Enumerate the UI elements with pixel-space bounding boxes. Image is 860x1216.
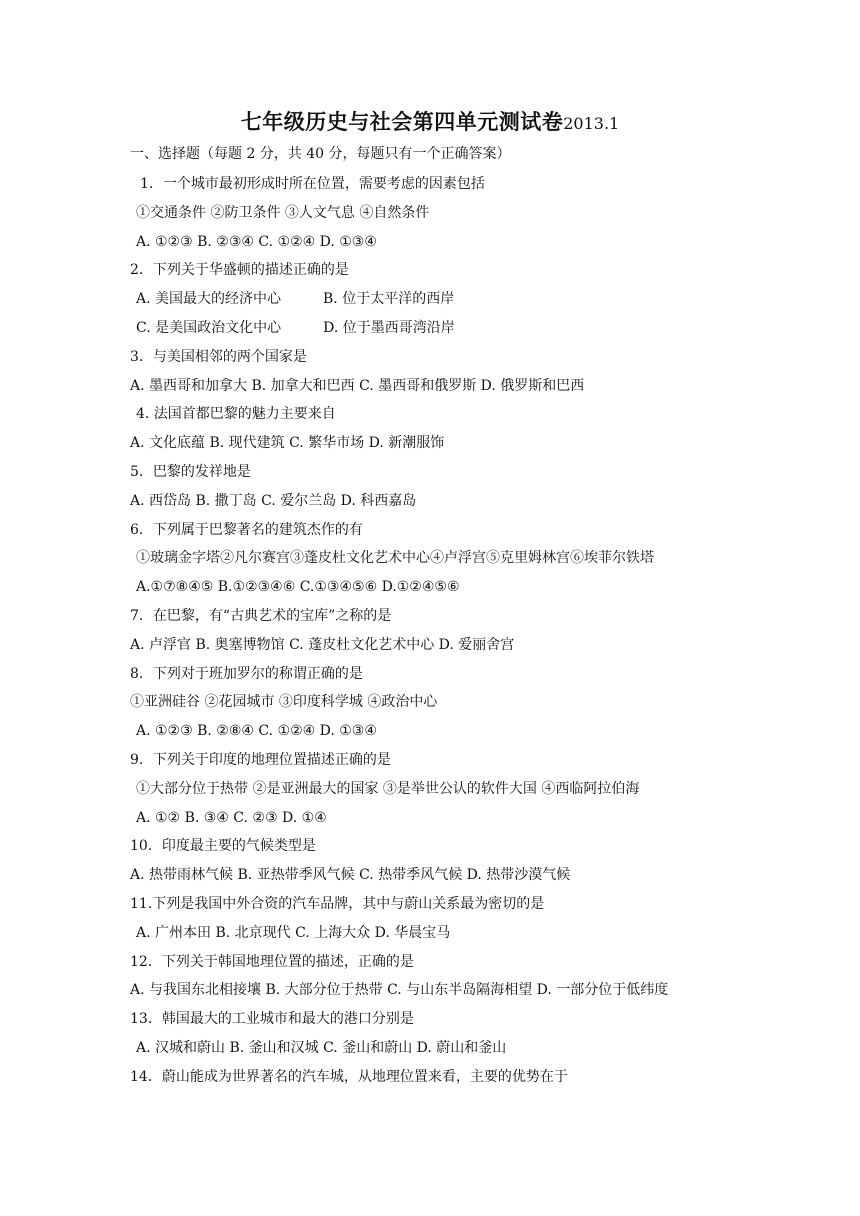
question-line: 7．在巴黎，有“古典艺术的宝库”之称的是 (130, 607, 392, 624)
question-line: 6．下列属于巴黎著名的建筑杰作的有 (130, 521, 363, 538)
question-line: ①亚洲硅谷 ②花园城市 ③印度科学城 ④政治中心 (130, 694, 438, 711)
question-line: A. ①②③ B. ②③④ C. ①②④ D. ①③④ (136, 233, 377, 250)
question-line: A. 汉城和蔚山 B. 釜山和汉城 C. 釜山和蔚山 D. 蔚山和釜山 (136, 1039, 507, 1056)
question-line: A. 西岱岛 B. 撒丁岛 C. 爱尔兰岛 D. 科西嘉岛 (130, 492, 417, 509)
question-line: 3．与美国相邻的两个国家是 (130, 348, 307, 365)
question-line: A.①⑦⑧④⑤ B.①②③④⑥ C.①③④⑤⑥ D.①②④⑤⑥ (136, 579, 460, 596)
question-line: ①大部分位于热带 ②是亚洲最大的国家 ③是举世公认的软件大国 ④西临阿拉伯海 (136, 780, 640, 797)
document-title (0, 106, 860, 136)
question-line: A. 卢浮官 B. 奥塞博物馆 C. 蓬皮杜文化艺术中心 D. 爱丽舍宫 (130, 636, 515, 653)
question-line: 2．下列关于华盛顿的描述正确的是 (130, 262, 349, 279)
question-line: 12．下列关于韩国地理位置的描述，正确的是 (130, 953, 414, 970)
question-line: A. 文化底蕴 B. 现代建筑 C. 繁华市场 D. 新潮服饰 (130, 435, 445, 452)
question-line: 13．韩国最大的工业城市和最大的港口分别是 (130, 1011, 414, 1028)
question-line: 1．一个城市最初形成时所在位置，需要考虑的因素包括 (140, 176, 485, 192)
question-line: ①玻璃金字塔②凡尔赛宫③蓬皮杜文化艺术中心④卢浮宫⑤克里姆林宫⑥埃菲尔铁塔 (136, 550, 654, 567)
section-heading: 一、选择题（每题 2 分，共 40 分，每题只有一个正确答案） (130, 146, 511, 162)
title-date: 2013.1 (563, 114, 620, 133)
question-line: A. 墨西哥和加拿大 B. 加拿大和巴西 C. 墨西哥和俄罗斯 D. 俄罗斯和巴西 (130, 377, 585, 394)
question-line: 10．印度最主要的气候类型是 (130, 838, 316, 855)
question-line: A. 美国最大的经济中心 B. 位于太平洋的西岸 (136, 291, 455, 308)
question-line: A. 热带雨林气候 B. 亚热带季风气候 C. 热带季风气候 D. 热带沙漠气候 (130, 867, 571, 884)
question-line: 4. 法国首都巴黎的魅力主要来自 (136, 406, 336, 423)
question-line: A. ①②③ B. ②⑧④ C. ①②④ D. ①③④ (136, 723, 377, 740)
question-line: ①交通条件 ②防卫条件 ③人文气息 ④自然条件 (136, 204, 430, 221)
question-line: 11.下列是我国中外合资的汽车品牌，其中与蔚山关系最为密切的是 (130, 895, 545, 912)
question-line: 8．下列对于班加罗尔的称谓正确的是 (130, 665, 363, 682)
question-line: A. ①② B. ③④ C. ②③ D. ①④ (136, 809, 327, 826)
question-line: A. 广州本田 B. 北京现代 C. 上海大众 D. 华晨宝马 (136, 924, 451, 941)
question-line: C. 是美国政治文化中心 D. 位于墨西哥湾沿岸 (136, 319, 455, 336)
title-text: 七年级历史与社会第四单元测试卷 (240, 109, 564, 134)
question-list (0, 170, 860, 1092)
question-line: 14．蔚山能成为世界著名的汽车城，从地理位置来看，主要的优势在于 (130, 1068, 568, 1085)
question-line: 5．巴黎的发祥地是 (130, 463, 251, 480)
question-line: 9．下列关于印度的地理位置描述正确的是 (130, 751, 391, 768)
question-line: A. 与我国东北相接壤 B. 大部分位于热带 C. 与山东半岛隔海相望 D. 一部分位于低纬度 (130, 982, 669, 999)
